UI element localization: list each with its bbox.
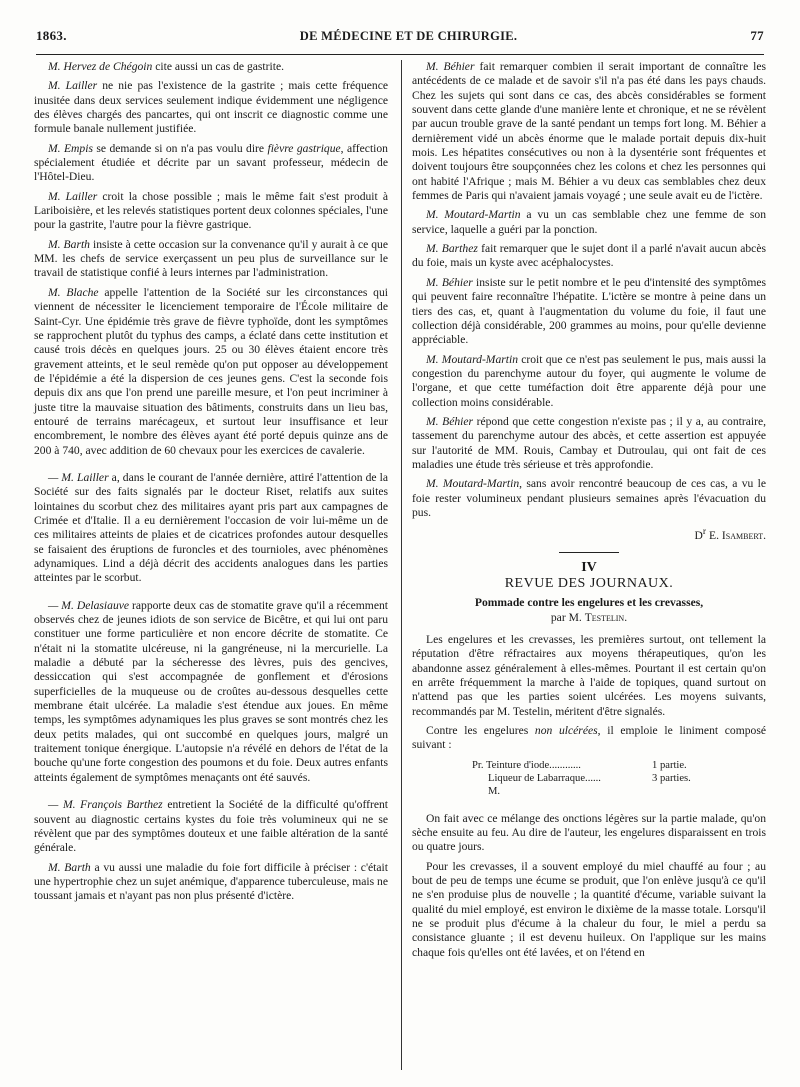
section-number: IV [581, 559, 597, 575]
paragraph: — M. François Barthez entretient la Société de la difficulté qu'offrent souvent au diagnostic certains kystes du foie très volumineux qui ne se révèlent que par des symptômes douteux et une faible altération de la santé générale. [34, 798, 388, 855]
paragraph: Les engelures et les crevasses, les premières surtout, ont tellement la réputation d'être réfractaires aux moyens thérapeutiques, qu'on les abandonne assez généralement à elles-mêmes. Pourtant il est certain qu'on en arrête fréquemment la marche à l'aide de topiques, quand surtout on n'attend pas que les parties soient ulcérées. Les moyens suivants, recommandés par M. Testelin, méritent d'être signalés. [412, 632, 766, 718]
paragraph: M. Moutard-Martin a vu un cas semblable chez une femme de son service, laquelle a guéri par la ponction. [412, 208, 766, 236]
right-column [412, 60, 766, 965]
paragraph: Pour les crevasses, il a souvent employé du miel chauffé au four ; au bout de peu de temps une écume se produit, que l'on enlève jusqu'à ce qu'il ne s'en produise plus de nouvelle ; la quantité d'écume, variable suivant la qualité du miel employé, est environ le dixième de la masse totale. Lorsqu'il ne se produit plus d'écume à la chaleur du four, le miel a perdu sa consistance gluante ; il est devenu huileux. On l'applique sur les mains chaque fois qu'elles ont été lavées, et on l'étend en [412, 859, 766, 959]
paragraph: On fait avec ce mélange des onctions légères sur la partie malade, qu'on sèche ensuite au feu. Au dire de l'auteur, les engelures disparaissent en trois ou quatre jours. [412, 811, 766, 854]
paragraph: Contre les engelures non ulcérées, il emploie le liniment composé suivant : [412, 723, 766, 752]
header-rule [36, 54, 764, 55]
paragraph: M. Barthez fait remarquer que le sujet dont il a parlé n'avait aucun abcès du foie, mais un kyste avec acéphalocystes. [412, 242, 766, 270]
signature: $D^r$ E. Isambert. [694, 526, 766, 543]
paragraph: M. Empis se demande si on n'a pas voulu dire fièvre gastrique, affection spécialement étudiée et décrite par un savant professeur, médecin de l'Hôtel-Dieu. [34, 141, 388, 184]
header-title: DE MÉDECINE ET DE CHIRURGIE. [299, 29, 518, 43]
paragraph: M. Béhier insiste sur le petit nombre et le peu d'intensité des symptômes qui peuvent faire reconnaître l'hépatite. L'ictère se montre à peine dans un tiers des cas, et, quant à l'augmentation du volume du foie, il faut une collection déjà considérable, 200 grammes au moins, pour qu'elle devienne appréciable. [412, 275, 767, 347]
prescription-formula: Pr. Teinture d'iode............ 1 partie. Liqueur de Labarraque...... 3 parties. M. [472, 759, 691, 797]
paragraph: M. Lailler ne nie pas l'existence de la gastrite ; mais cette fréquence inusitée dans deux services seulement indique évidemment une négligence des élèves chargés des pancartes, qui ont inscrit ce diagnostic comme une formule banale nullement justifiée. [34, 79, 388, 136]
paragraph: M. Blache appelle l'attention de la Société sur les circonstances qui viennent de nécessiter le licenciement temporaire de l'École militaire de Saint-Cyr. Une épidémie très grave de fièvre typhoïde, dont les symptômes se rapprochent plutôt du typhus des camps, a éclaté dans cette institution et causé trois décès en quelques jours. 25 ou 30 élèves étaient encore très gravement atteints, et le seul remède qu'on put opposer au développement de l'épidémie a été la dispersion de ces jeunes gens. C'est la seconde fois depuis dix ans que l'on prend une pareille mesure, et l'on peut incriminer à juste titre la mauvaise situation des bâtiments, construits dans un lieu bas, entouré de terrains marécageux, et surtout leur insuffisance et leur encombrement, le nombre des élèves ayant été porté depuis quinze ans de 200 à 740, avec addition de 60 chevaux pour les exercices de cavalerie. [34, 285, 388, 457]
column-divider [401, 60, 402, 1070]
paragraph: M. Moutard-Martin, sans avoir rencontré beaucoup de ces cas, a vu le foie rester volumineux pendant plusieurs semaines après l'évacuation du pus. [412, 477, 767, 519]
paragraph: M. Lailler croit la chose possible ; mais le même fait s'est produit à Lariboisière, et les relevés statistiques portent deux colonnes spéciales, l'une pour la gastrite, l'autre pour la fièvre gastrique. [34, 189, 389, 232]
section-rule [559, 552, 619, 553]
paragraph: M. Barth a vu aussi une maladie du foie fort difficile à préciser : c'était une hypertrophie chez un sujet anémique, d'apparence tuberculeuse, mais ne toussant jamais et n'ayant pas non plus présenté d'ictère. [34, 860, 388, 903]
paragraph: M. Béhier répond que cette congestion n'existe pas ; il y a, au contraire, tassement du parenchyme autour des abcès, et cette assertion est appuyée sur l'autorité de MM. Rouis, Cambay et Dutroulau, qui ont fait de ces maladies une étude très sérieuse et très approfondie. [412, 414, 767, 471]
paragraph: M. Béhier fait remarquer combien il serait important de connaître les antécédents de ce malade et de savoir s'il n'a pas été dans les pays chauds. Chez les sujets qui sont dans ce cas, des abcès considérables se forment souvent dans cette glande d'une manière lente et chronique, et ne se révèlent par aucun trouble grave de la santé pendant un temps fort long. M. Béhier a dernièrement vidé un abcès énorme que le malade portait depuis dix-huit mois. Les hépatites consécutives ou non à la dysentérie sont fréquentes et doivent toujours être soupçonnées chez les colons et chez les personnes qui ont habité l'Afrique ; mais M. Béhier a vu deux cas semblables chez deux femmes de Paris qui n'avaient jamais voyagé ; une seule avait eu de l'ictère. [412, 60, 767, 203]
article-title: Pommade contre les engelures et les crevasses, [474, 596, 704, 610]
section-title: REVUE DES JOURNAUX. [504, 575, 674, 591]
paragraph: — M. Delasiauve rapporte deux cas de stomatite grave qu'il a récemment observés chez de jeunes idiots de son service de Bicêtre, et qui lui ont paru constituer une forme particulière et non encore décrite de stomatite. Ce n'était ni la stomatite ulcéreuse, ni la gangréneuse, ni la mercurielle. La maladie a débuté par la sécheresse des lèvres, puis des gencives, dessiccation qui s'est accompagnée de gonflement et d'érosions superficielles de la muqueuse ou de croûtes au-dessous desquelles cette membrane était ulcérée. La maladie s'est étendue aux joues. En même temps, les symptômes adynamiques les plus graves se sont montrés chez les deux petits malades, qui ont succombé en quelques jours, malgré un traitement tonique énergique. L'autopsie n'a révélé en dehors de l'état de la bouche qu'une forte congestion des poumons et du foie. Deux autres enfants atteints également de symptômes menaçants ont été sauvés. [34, 598, 388, 784]
article-byline: par M. Testelin. [550, 610, 628, 624]
left-column [34, 60, 388, 909]
header-year: 1863. [36, 28, 67, 43]
paragraph: M. Hervez de Chégoin cite aussi un cas de gastrite. [48, 60, 285, 73]
running-header [36, 28, 764, 50]
paragraph: — M. Lailler a, dans le courant de l'année dernière, attiré l'attention de la Société sur des faits signalés par le docteur Riset, relatifs aux suites lointaines du scorbut chez des militaires ayant pris part aux campagnes de Crimée et d'Italie. Il a eu dernièrement l'occasion de voir lui-même un de ces militaires atteints de plaies et de cicatrices profondes autour desquelles se faisaient des éruptions de furoncles et des tournioles, avec phénomènes adynamiques. Lind a déjà décrit des accidents analogues dans les parties atteintes par le scorbut. [34, 470, 388, 585]
paragraph: M. Barth insiste à cette occasion sur la convenance qu'il y aurait à ce que MM. les chefs de service exerçassent un peu plus de surveillance sur le travail de statistique confié à leurs internes par l'administration. [34, 237, 388, 280]
paragraph: M. Moutard-Martin croit que ce n'est pas seulement le pus, mais aussi la congestion du parenchyme autour du foyer, qui augmente le volume de l'organe, et que cette tuméfaction doit être apparente déjà pour une collection moins considérable. [412, 352, 766, 409]
page-number: 77 [750, 28, 764, 43]
